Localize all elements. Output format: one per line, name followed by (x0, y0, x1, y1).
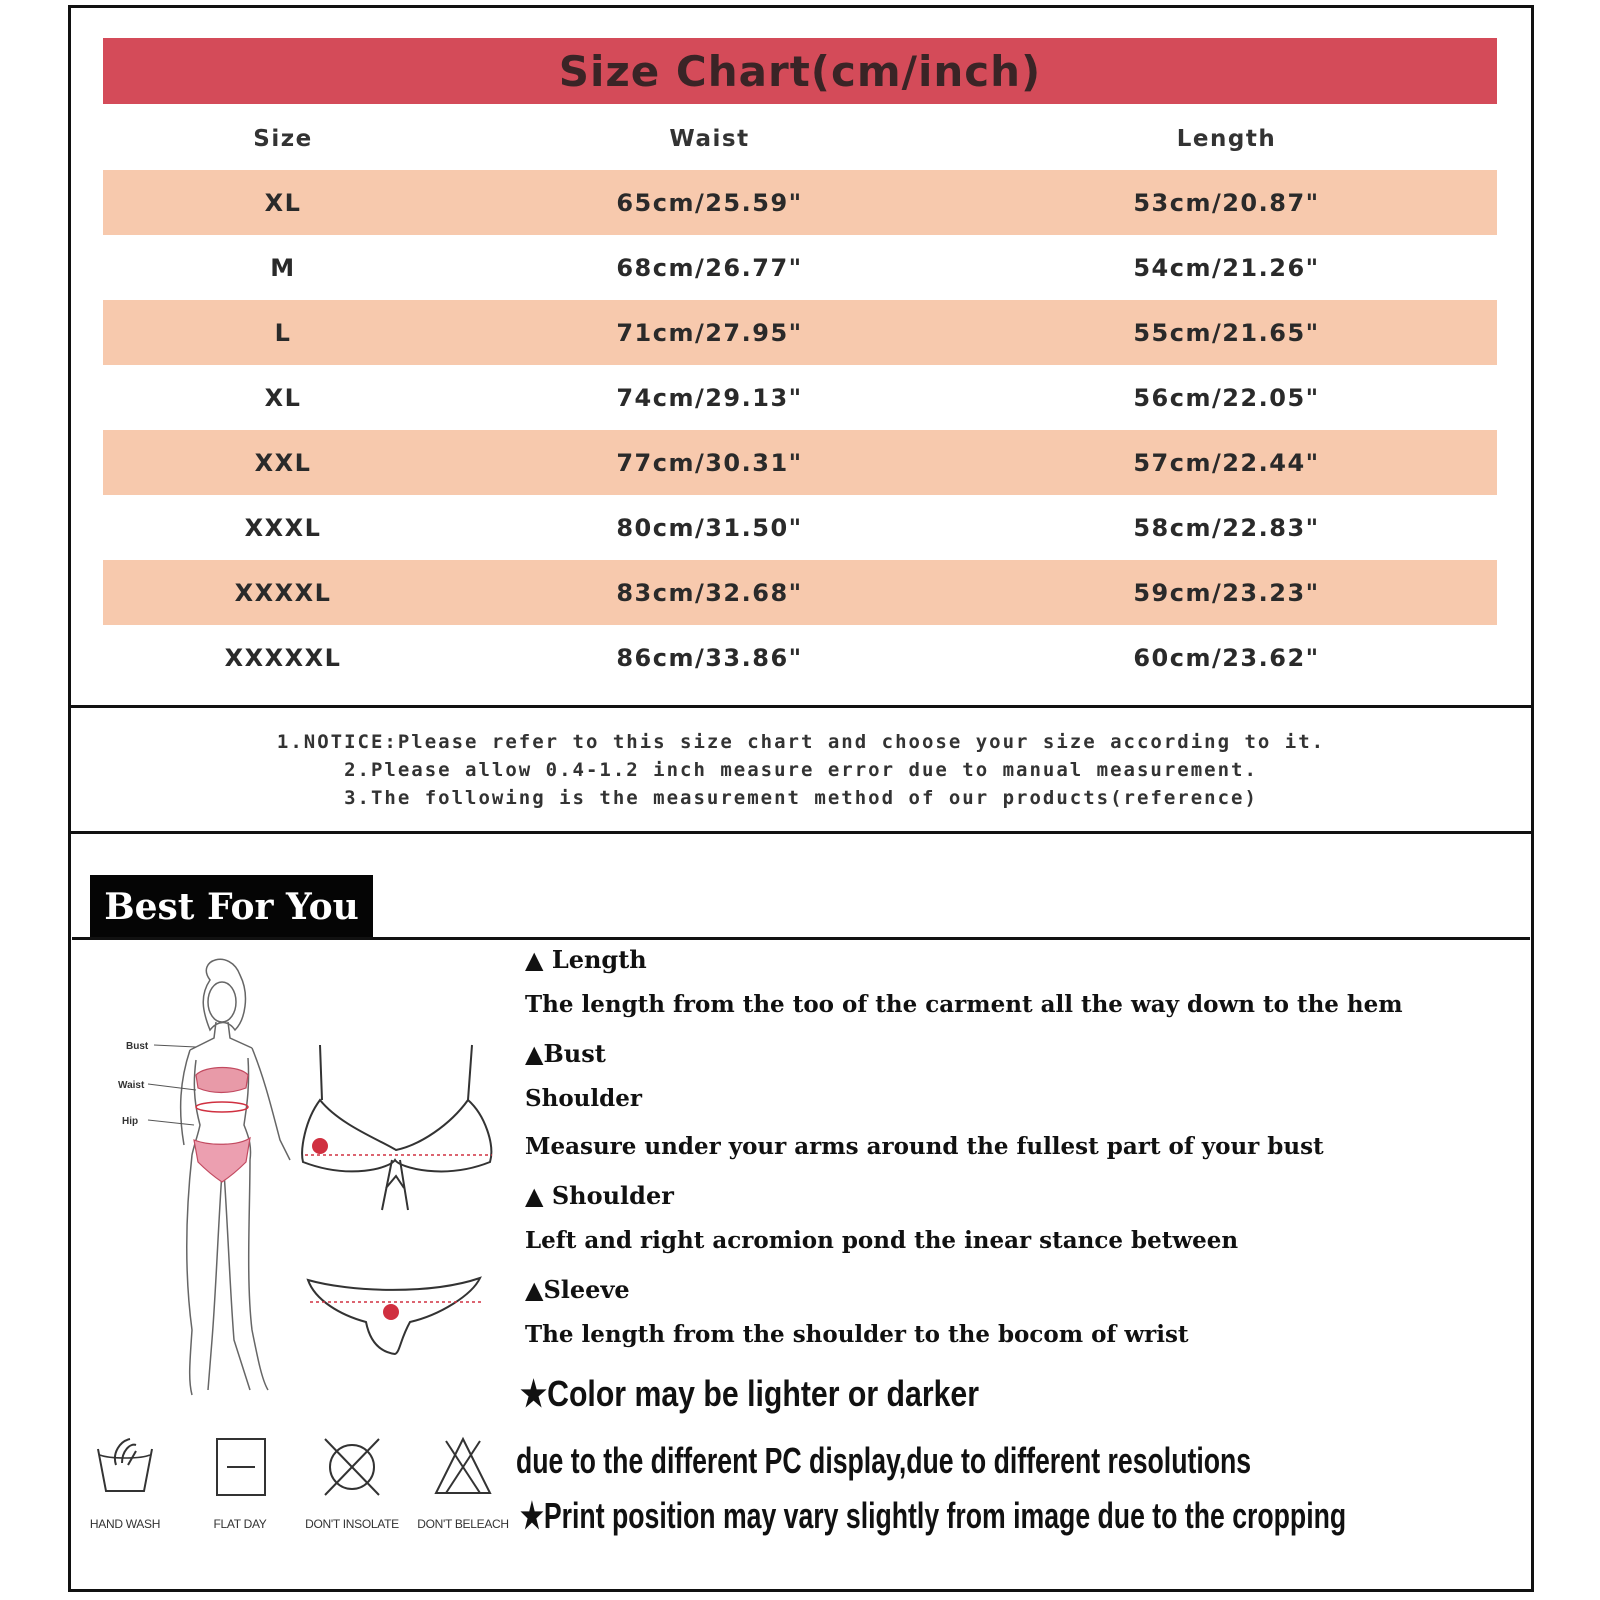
notice-line-1: 1.NOTICE:Please refer to this size chart and choose your size according to it. (276, 731, 1326, 753)
hip-label: Hip (122, 1116, 139, 1127)
waist-cell: 77cm/30.31" (616, 448, 803, 477)
color-note: ★Color may be lighter or darker (520, 1373, 979, 1414)
waist-cell: 65cm/25.59" (616, 188, 803, 217)
waist-measure-line (196, 1102, 248, 1112)
marker-1-icon (312, 1138, 328, 1154)
table-row (103, 495, 1497, 560)
waist-cell: 74cm/29.13" (616, 383, 803, 412)
bikini-top-diagram (302, 1045, 491, 1210)
bust-label: Bust (126, 1041, 149, 1052)
print-note: ★Print position may vary slightly from image due to the cropping (520, 1495, 1347, 1536)
bust-heading: ▲Bust (525, 1039, 606, 1068)
notice-line-2: 2.Please allow 0.4-1.2 inch measure error due to manual measurement. (344, 759, 1258, 781)
marker-3-icon (383, 1304, 399, 1320)
waist-cell: 68cm/26.77" (616, 253, 803, 282)
label-leader-lines (148, 1045, 196, 1125)
size-cell: M (270, 253, 296, 282)
size-chart-title: Size Chart(cm/inch) (558, 46, 1042, 96)
table-row (103, 560, 1497, 625)
best-for-you-tab (90, 875, 373, 938)
display-note: due to the different PC display,due to different resolutions (516, 1440, 1252, 1481)
size-cell: XL (264, 188, 302, 217)
size-table (103, 108, 1497, 690)
shoulder-subheading: Shoulder (525, 1085, 642, 1112)
length-cell: 58cm/22.83" (1133, 513, 1320, 542)
length-cell: 53cm/20.87" (1133, 188, 1320, 217)
waist-cell: 83cm/32.68" (616, 578, 803, 607)
column-header-length: Length (1176, 126, 1277, 152)
measurement-illustration (100, 950, 510, 1420)
length-cell: 56cm/22.05" (1133, 383, 1320, 412)
hand-wash-icon (90, 1435, 160, 1499)
bikini-top-on-model (196, 1068, 248, 1093)
length-cell: 59cm/23.23" (1133, 578, 1320, 607)
length-cell: 60cm/23.62" (1133, 643, 1320, 672)
length-cell: 57cm/22.44" (1133, 448, 1320, 477)
table-header-row (103, 108, 1497, 170)
size-cell: XL (264, 383, 302, 412)
size-cell: XXXXL (234, 578, 332, 607)
care-label: HAND WASH (89, 1517, 161, 1531)
best-for-you-underline (72, 937, 1530, 940)
dont-insolate-icon (317, 1435, 387, 1499)
size-cell: XXXXXL (224, 643, 342, 672)
care-label: DON'T INSOLATE (305, 1517, 399, 1531)
size-cell: XXXL (244, 513, 322, 542)
size-cell: XXL (254, 448, 312, 477)
section-divider (68, 831, 1534, 834)
length-description: The length from the too of the carment all the way down to the hem (525, 991, 1403, 1018)
care-dont-bleach (408, 1435, 518, 1531)
table-row (103, 170, 1497, 235)
waist-cell: 86cm/33.86" (616, 643, 803, 672)
size-chart-title-bar (103, 38, 1497, 104)
column-header-waist: Waist (669, 126, 750, 152)
section-divider (68, 705, 1534, 708)
table-row (103, 625, 1497, 690)
best-for-you-title: Best For You (104, 885, 359, 928)
care-hand-wash (70, 1435, 180, 1531)
waist-cell: 71cm/27.95" (616, 318, 803, 347)
sleeve-heading: ▲Sleeve (525, 1275, 630, 1304)
length-heading: ▲ Length (525, 945, 647, 974)
column-header-size: Size (253, 126, 313, 152)
notice-line-3: 3.The following is the measurement method of our products(reference) (344, 787, 1258, 809)
length-cell: 54cm/21.26" (1133, 253, 1320, 282)
table-row (103, 235, 1497, 300)
care-dont-insolate (297, 1435, 407, 1531)
length-cell: 55cm/21.65" (1133, 318, 1320, 347)
flat-dry-icon (205, 1435, 275, 1499)
table-row (103, 300, 1497, 365)
bust-description: Measure under your arms around the fullest part of your bust (525, 1133, 1324, 1160)
care-label: FLAT DAY (213, 1517, 267, 1531)
table-row (103, 430, 1497, 495)
waist-label: Waist (118, 1080, 145, 1091)
bikini-bottom-on-model (194, 1138, 250, 1182)
care-flat-dry (185, 1435, 295, 1531)
sleeve-description: The length from the shoulder to the bocom of wrist (525, 1321, 1189, 1348)
size-cell: L (274, 318, 292, 347)
model-figure-outline (181, 959, 290, 1395)
care-label: DON'T BELEACH (417, 1517, 509, 1531)
waist-cell: 80cm/31.50" (616, 513, 803, 542)
dont-bleach-icon (428, 1435, 498, 1499)
shoulder-description: Left and right acromion pond the inear stance between (525, 1227, 1239, 1254)
table-row (103, 365, 1497, 430)
notice-block (68, 728, 1534, 812)
shoulder-heading: ▲ Shoulder (525, 1181, 674, 1210)
